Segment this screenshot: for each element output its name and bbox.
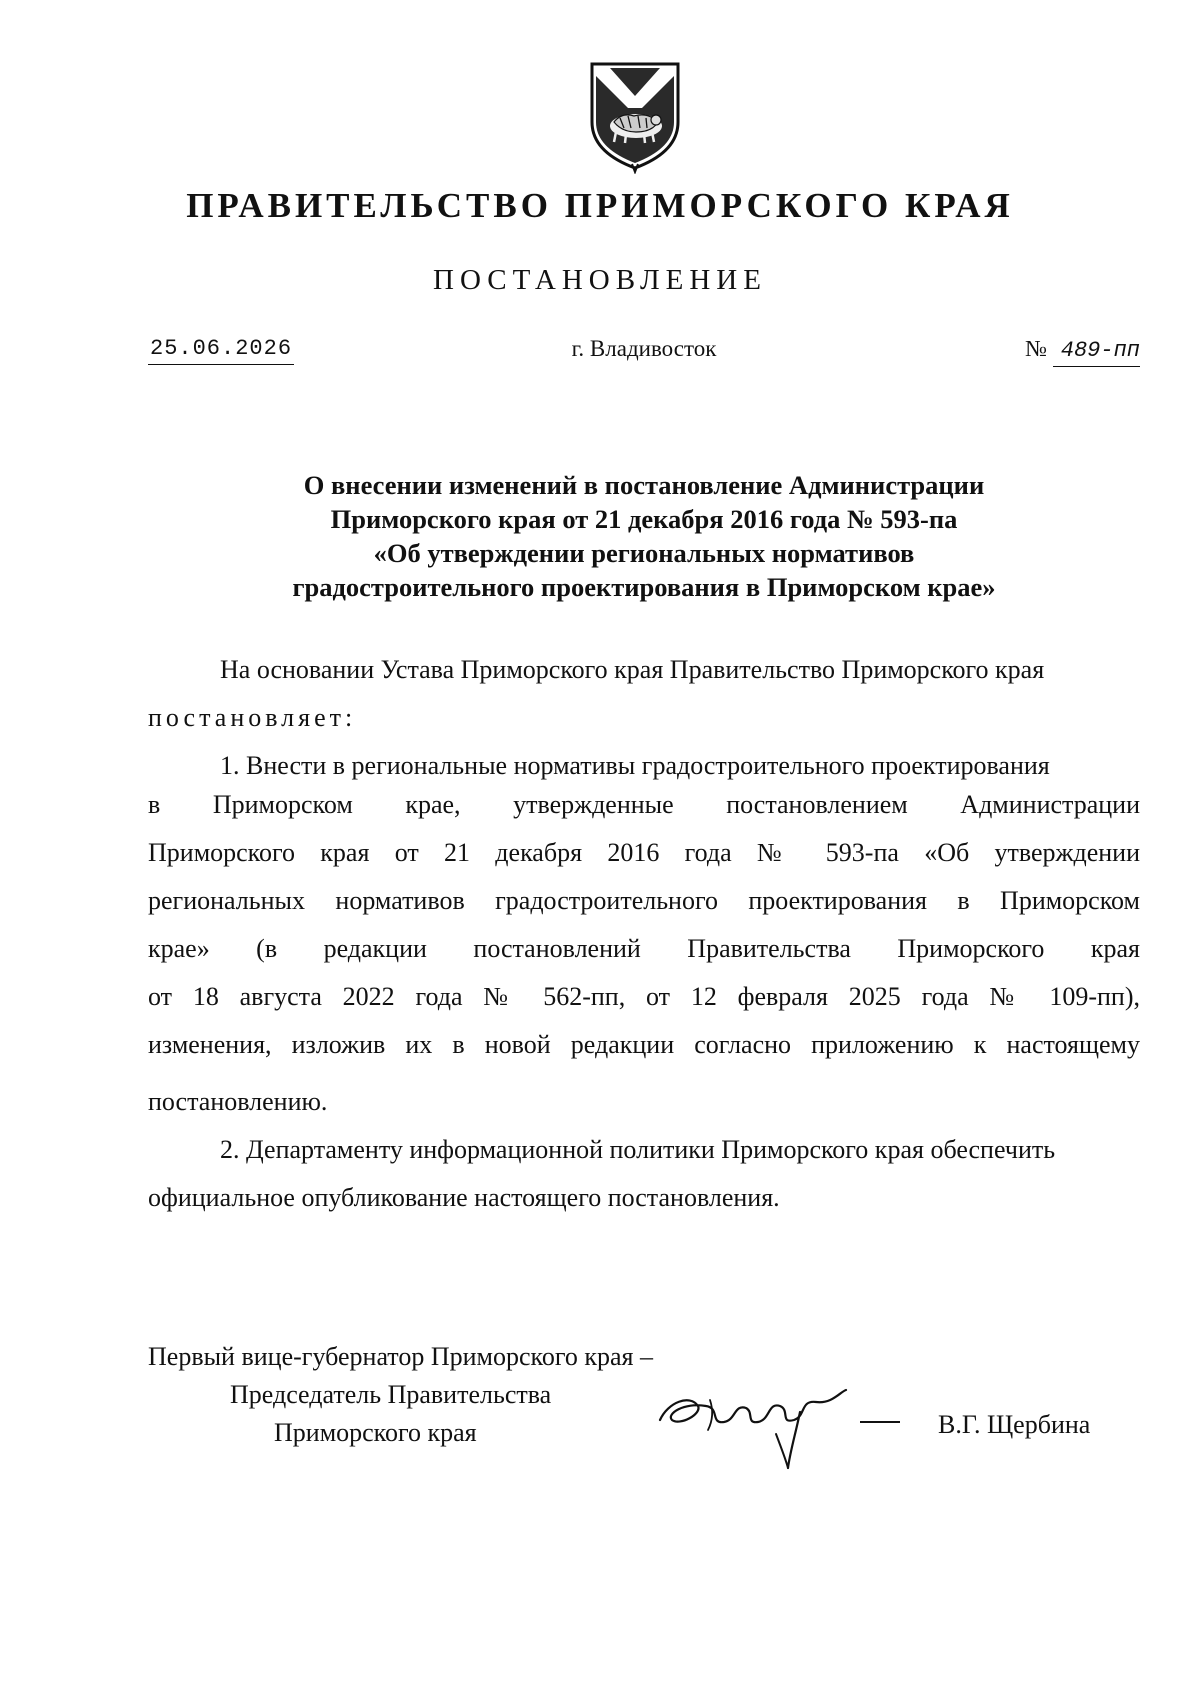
item-2-line: 2. Департаменту информационной политики Приморского края обеспечить (220, 1135, 1056, 1164)
item-2 (148, 1126, 1140, 1222)
coat-of-arms-icon (586, 56, 684, 174)
number-value: 489-пп (1053, 338, 1140, 367)
handwritten-signature (650, 1372, 865, 1472)
signatory-position (148, 1338, 653, 1452)
item-1-line: от 18 августа 2022 года № 562-пп, от 12 февраля 2025 года № 109-пп), (148, 982, 1140, 1011)
title-line: градостроительного проектирования в Приморском крае» (292, 572, 996, 602)
title-line: Приморского края от 21 декабря 2016 года № 593-па (330, 504, 958, 534)
position-line: Председатель Правительства (230, 1380, 552, 1409)
item-1-line: крае» (в редакции постановлений Правительства Приморского края (148, 934, 1140, 963)
position-line: Приморского края (274, 1418, 477, 1447)
preamble-line: На основании Устава Приморского края Правительство Приморского края (220, 655, 1045, 684)
organization-name: ПРАВИТЕЛЬСТВО ПРИМОРСКОГО КРАЯ (186, 186, 1014, 225)
document-date: 25.06.2026 (148, 336, 294, 365)
item-1-line: Приморского края от 21 декабря 2016 года № 593-па «Об утверждении (148, 838, 1140, 867)
item-1-line: в Приморском крае, утвержденные постановлением Администрации (148, 790, 1140, 819)
title-line: О внесении изменений в постановление Администрации (303, 470, 985, 500)
document-city: г. Владивосток (571, 336, 717, 361)
item-1-line: изменения, изложив их в новой редакции согласно приложению к настоящему (148, 1030, 1140, 1059)
item-1-line: 1. Внести в региональные нормативы градостроительного проектирования (220, 751, 1050, 780)
item-2-line: официальное опубликование настоящего постановления. (148, 1183, 780, 1212)
document-meta (148, 336, 1140, 376)
title-line: «Об утверждении региональных нормативов (373, 538, 915, 568)
preamble (148, 646, 1140, 742)
signature-dash (860, 1421, 900, 1423)
position-line: Первый вице-губернатор Приморского края – (148, 1342, 653, 1371)
signatory-name: В.Г. Щербина (938, 1410, 1091, 1439)
preamble-decree-word: постановляет: (148, 703, 357, 732)
item-1 (148, 742, 1140, 1126)
document-title (148, 468, 1140, 604)
item-1-line: постановлению. (148, 1087, 328, 1116)
document-type: ПОСТАНОВЛЕНИЕ (433, 264, 767, 296)
item-1-line: региональных нормативов градостроительного проектирования в Приморском (148, 886, 1140, 915)
document-number (1025, 336, 1140, 367)
number-prefix: № (1025, 336, 1048, 361)
